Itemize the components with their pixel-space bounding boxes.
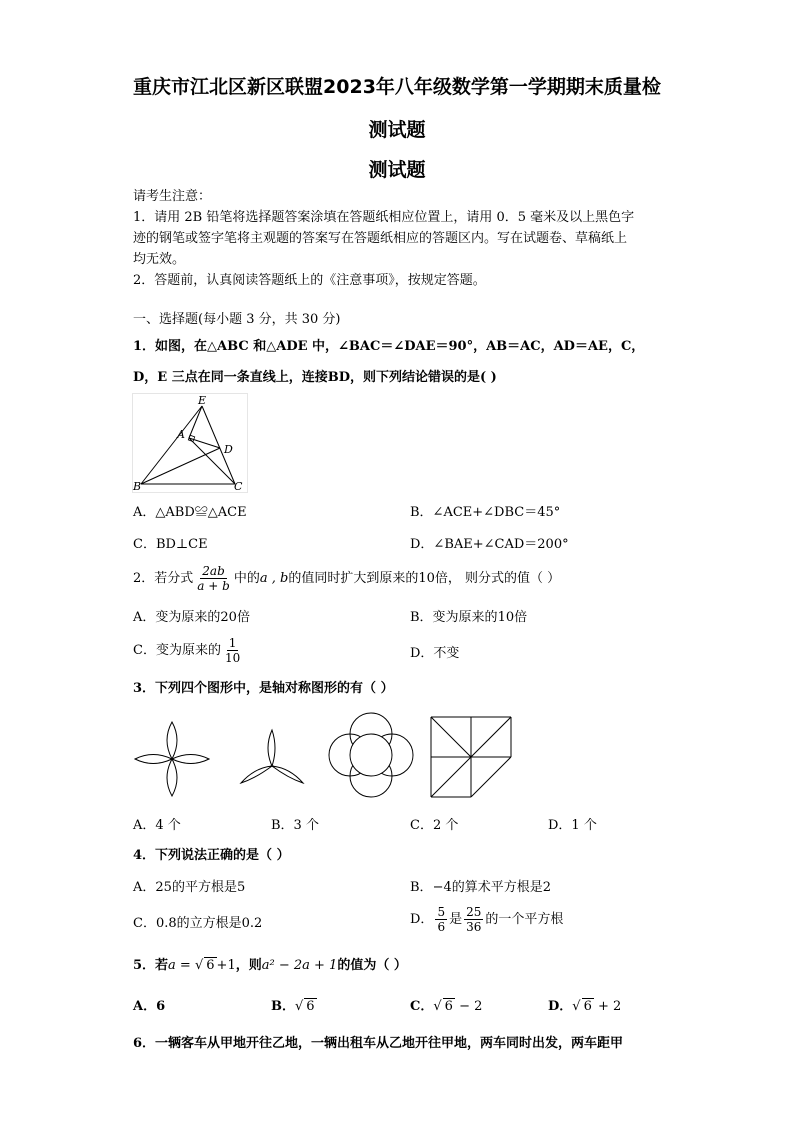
q4-option-b[interactable]: B．−4的算术平方根是2 [410, 880, 552, 895]
q3-figure-three-blades [238, 728, 306, 786]
q1-option-a[interactable]: A．△ABD≌△ACE [133, 505, 247, 520]
q1-option-d[interactable]: D．∠BAE+∠CAD＝200° [410, 537, 569, 552]
q3-figure-four-petals [132, 720, 212, 798]
q4-option-a[interactable]: A．25的平方根是5 [133, 880, 246, 895]
q5-option-b[interactable]: B．√ 6 [271, 999, 315, 1014]
notice-line1: 1．请用 2B 铅笔将选择题答案涂填在答题纸相应位置上，请用 0．5 毫米及以上黑色字 [133, 210, 635, 225]
q1-stem-line2: D，E 三点在同一条直线上，连接BD，则下列结论错误的是( ) [133, 370, 497, 385]
q3-stem: 3．下列四个图形中，是轴对称图形的有（ ） [133, 681, 394, 696]
q4-stem: 4．下列说法正确的是（ ） [133, 848, 290, 863]
q3-option-c[interactable]: C．2 个 [410, 818, 459, 833]
notice-line4: 2．答题前，认真阅读答题纸上的《注意事项》，按规定答题。 [133, 273, 486, 288]
q4-option-d[interactable]: D． $\frac{5}{6}$ 是 $\frac{25}{36}$ 的一个平方根 [410, 905, 564, 934]
q2-option-d[interactable]: D．不变 [410, 646, 460, 661]
q2-option-c[interactable]: C．变为原来的 $\frac{1}{10}$ [133, 636, 241, 665]
page-title-line2: 测试题 [368, 119, 426, 141]
label-E: E [198, 394, 207, 407]
q4-option-c[interactable]: C．0.8的立方根是0.2 [133, 916, 263, 931]
q3-option-b[interactable]: B．3 个 [271, 818, 319, 833]
q3-option-a[interactable]: A．4 个 [133, 818, 181, 833]
q1-option-c[interactable]: C．BD⊥CE [133, 537, 208, 552]
q5-option-d[interactable]: D．√ 6 + 2 [548, 999, 622, 1014]
section-heading: 一、选择题(每小题 3 分，共 30 分) [133, 312, 341, 327]
q5-option-a[interactable]: A．6 [133, 999, 166, 1014]
q2-stem: 2．若分式 $\frac{2ab}{a + b}$ 中的 a , b 的值同时扩大到原来的 10 倍， 则分式的值（ ） [133, 564, 561, 593]
q5-stem: 5．若a = √ 6 +1，则a² − 2a + 1的值为（ ） [133, 958, 407, 973]
q5-option-c[interactable]: C．√ 6 − 2 [410, 999, 483, 1014]
label-B: B [133, 480, 142, 493]
label-D: D [224, 443, 233, 456]
q3-figure-five-circles [328, 712, 414, 798]
q2-fraction: $\frac{2ab}{a + b}$ [197, 564, 230, 593]
q1-stem-line1: 1．如图，在△ABC 和△ADE 中，∠BAC＝∠DAE＝90°，AB＝AC，AD＝AE，C， [133, 339, 645, 354]
q2-option-a[interactable]: A．变为原来的20倍 [133, 610, 250, 625]
notice-line3: 均无效。 [133, 252, 186, 267]
notice-line2: 迹的钢笔或签字笔将主观题的答案写在答题纸相应的答题区内。写在试题卷、草稿纸上 [133, 231, 628, 246]
q3-figure-pinwheel [430, 716, 512, 798]
q1-triangle-figure [132, 393, 248, 493]
label-A: A [177, 428, 185, 441]
q3-option-d[interactable]: D．1 个 [548, 818, 597, 833]
notice-heading: 请考生注意： [133, 189, 212, 204]
q1-option-b[interactable]: B．∠ACE+∠DBC＝45° [410, 505, 561, 520]
q6-stem-line1: 6．一辆客车从甲地开往乙地，一辆出租车从乙地开往甲地，两车同时出发，两车距甲 [133, 1036, 624, 1051]
page-title-line3: 测试题 [368, 159, 426, 181]
label-C: C [234, 480, 243, 493]
q2-option-b[interactable]: B．变为原来的10倍 [410, 610, 528, 625]
page-title-line1: 重庆市江北区新区联盟2023年八年级数学第一学期期末质量检 [133, 76, 661, 98]
